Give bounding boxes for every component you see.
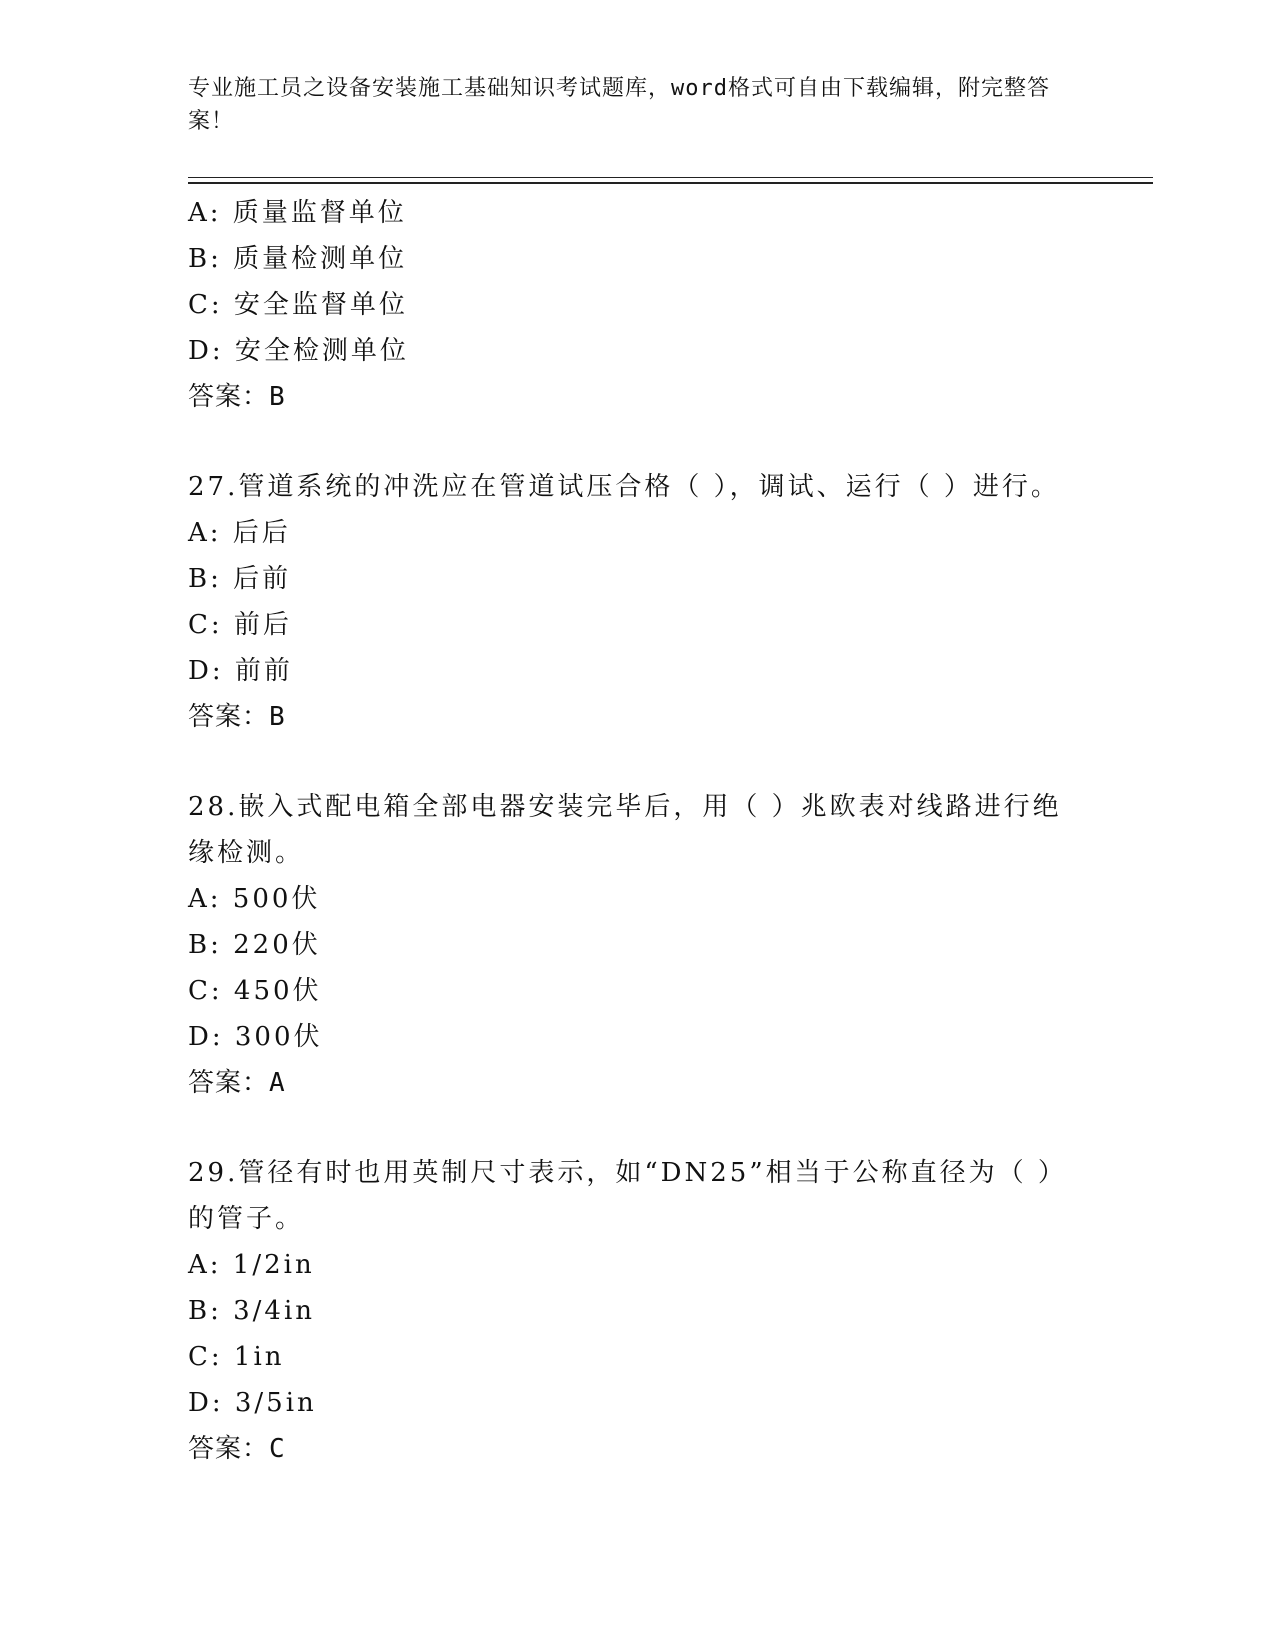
- option-b: B: 3/4in: [188, 1296, 316, 1326]
- question-29: [188, 1150, 1088, 1472]
- question-text: 27.管道系统的冲洗应在管道试压合格（ ），调试、运行（ ）进行。: [188, 472, 1060, 502]
- page-header: 专业施工员之设备安装施工基础知识考试题库，word格式可自由下载编辑，附完整答案！: [188, 76, 1050, 134]
- header-rule-thin: [188, 177, 1153, 178]
- answer: 答案：A: [188, 1068, 286, 1098]
- answer: 答案：C: [188, 1434, 286, 1464]
- question-text: 28.嵌入式配电箱全部电器安装完毕后，用（ ）兆欧表对线路进行绝缘检测。: [188, 792, 1062, 868]
- option-c: C: 1in: [188, 1342, 285, 1372]
- option-d: D: 安全检测单位: [188, 336, 409, 366]
- question-list: [188, 190, 1088, 1472]
- option-b: B: 质量检测单位: [188, 244, 408, 274]
- option-d: D: 300伏: [188, 1022, 323, 1052]
- option-c: C: 前后: [188, 610, 292, 640]
- option-b: B: 后前: [188, 564, 292, 594]
- option-c: C: 安全监督单位: [188, 290, 408, 320]
- option-a: A: 后后: [188, 518, 291, 548]
- spacer: [188, 1106, 1088, 1150]
- option-d: D: 前前: [188, 656, 293, 686]
- option-b: B: 220伏: [188, 930, 321, 960]
- option-a: A: 1/2in: [188, 1250, 315, 1280]
- question-28: [188, 784, 1088, 1106]
- option-a: A: 质量监督单位: [188, 198, 407, 228]
- answer: 答案：B: [188, 382, 286, 412]
- question-26: [188, 190, 1088, 420]
- question-text: 29.管径有时也用英制尺寸表示，如“DN25”相当于公称直径为（ ）的管子。: [188, 1158, 1067, 1234]
- option-d: D: 3/5in: [188, 1388, 317, 1418]
- option-a: A: 500伏: [188, 884, 321, 914]
- header-rule-thick: [188, 182, 1153, 184]
- spacer: [188, 420, 1088, 464]
- answer: 答案：B: [188, 702, 286, 732]
- spacer: [188, 740, 1088, 784]
- option-c: C: 450伏: [188, 976, 322, 1006]
- question-27: [188, 464, 1088, 740]
